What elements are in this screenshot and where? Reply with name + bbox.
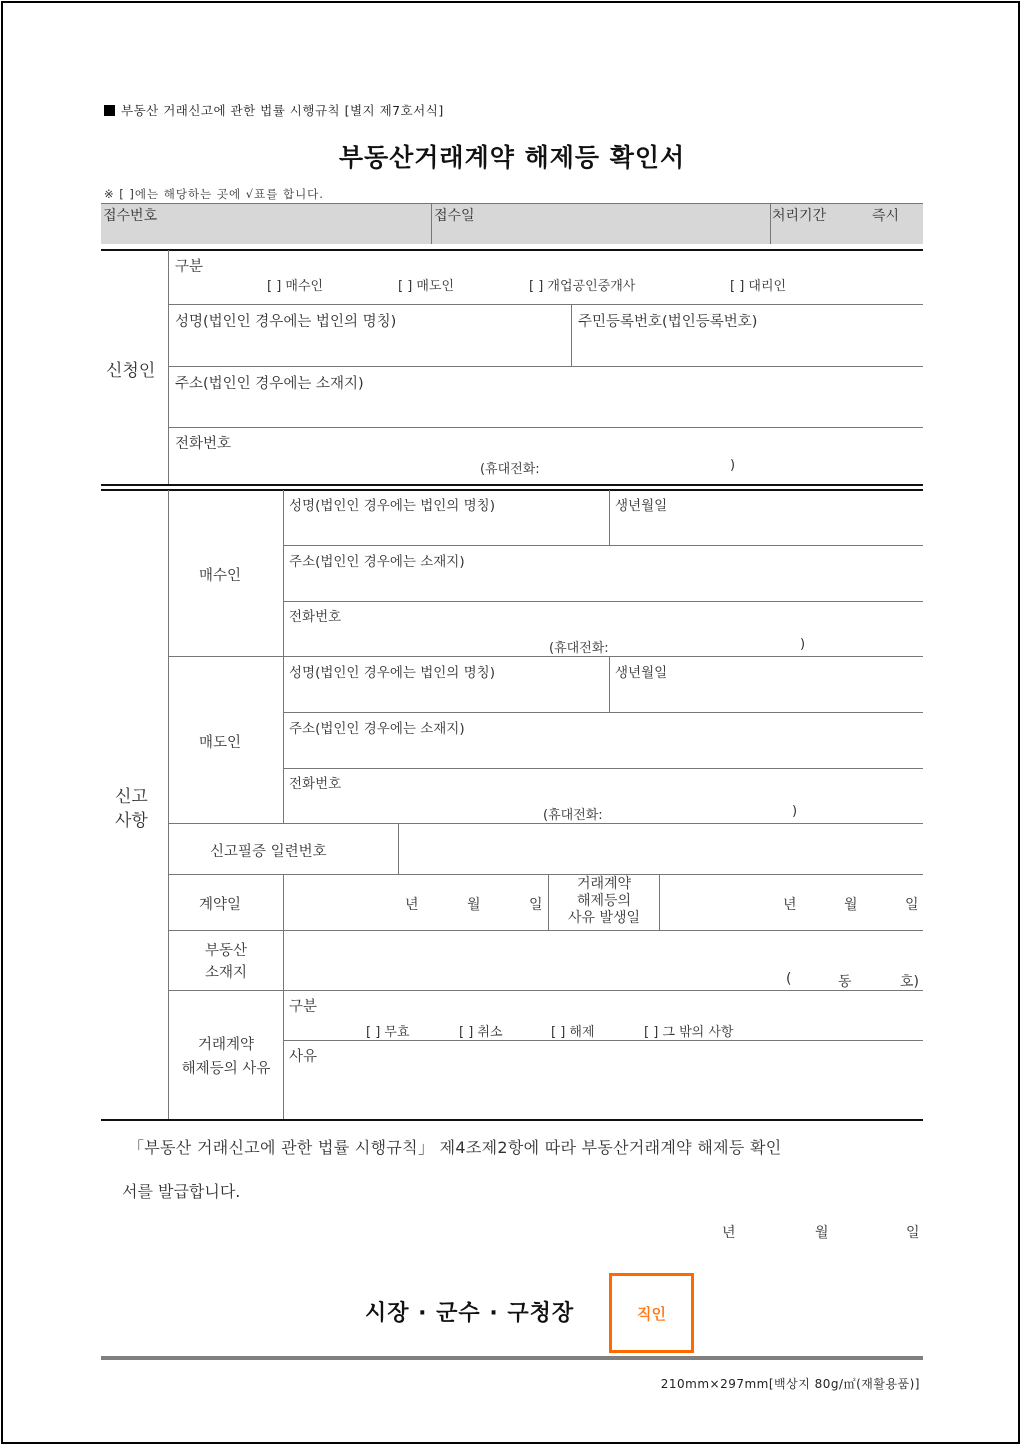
reason-label-2: 해제등의 사유 xyxy=(181,1061,271,1077)
cancel-date-year: 년 xyxy=(783,897,797,913)
rule xyxy=(571,305,572,366)
receipt-date-label: 접수일 xyxy=(434,208,475,224)
property-ho: 호) xyxy=(900,974,919,990)
cancel-date-label-3: 사유 발생일 xyxy=(567,910,641,926)
cancel-date-month: 월 xyxy=(844,897,858,913)
seller-mobile-label: (휴대전화: xyxy=(543,808,603,823)
reason-category-label: 구분 xyxy=(289,999,318,1015)
seller-birth-label: 생년월일 xyxy=(615,665,668,681)
rule xyxy=(169,823,923,824)
rule xyxy=(169,427,923,428)
buyer-address-label: 주소(법인인 경우에는 소재지) xyxy=(289,554,465,570)
buyer-birth-label: 생년월일 xyxy=(615,498,668,514)
bottom-rule xyxy=(101,1356,923,1360)
rule xyxy=(284,545,923,546)
issue-date-day: 일 xyxy=(906,1225,920,1241)
statement-line-1: 「부동산 거래신고에 관한 법률 시행규칙」 제4조제2항에 따라 부동산거래계약 해제등 확인 xyxy=(128,1138,782,1157)
buyer-name-label: 성명(법인인 경우에는 법인의 명칭) xyxy=(289,498,495,514)
cancel-date-label-2: 해제등의 xyxy=(576,893,632,909)
applicant-address-label: 주소(법인인 경우에는 소재지) xyxy=(175,376,364,392)
reason-option-terminate[interactable]: [ ] 해제 xyxy=(551,1025,595,1040)
rule xyxy=(284,712,923,713)
applicant-mobile-label: (휴대전화: xyxy=(480,462,540,477)
property-label-1: 부동산 xyxy=(204,943,248,959)
applicant-name-label: 성명(법인인 경우에는 법인의 명칭) xyxy=(175,314,397,330)
applicant-option-buyer[interactable]: [ ] 매수인 xyxy=(267,279,324,294)
signer-title: 시장 · 군수 · 구청장 xyxy=(365,1301,575,1326)
receipt-number-label: 접수번호 xyxy=(103,208,158,224)
seller-phone-label: 전화번호 xyxy=(289,776,342,792)
rule xyxy=(431,204,432,244)
seller-label: 매도인 xyxy=(199,735,242,751)
buyer-phone-label: 전화번호 xyxy=(289,609,342,625)
reason-option-other[interactable]: [ ] 그 밖의 사항 xyxy=(644,1025,734,1040)
reason-option-void[interactable]: [ ] 무효 xyxy=(366,1025,410,1040)
rule xyxy=(168,490,169,1120)
contract-date-month: 월 xyxy=(467,897,481,913)
rule xyxy=(169,366,923,367)
seller-address-label: 주소(법인인 경우에는 소재지) xyxy=(289,721,465,737)
seller-mobile-close: ) xyxy=(792,804,798,819)
applicant-mobile-close: ) xyxy=(730,458,736,473)
reason-label-1: 거래계약 xyxy=(197,1037,255,1053)
applicant-option-broker[interactable]: [ ] 개업공인중개사 xyxy=(529,279,636,294)
cancel-date-label-1: 거래계약 xyxy=(576,876,632,892)
statement-line-2: 서를 발급합니다. xyxy=(122,1182,241,1201)
rule xyxy=(609,490,610,545)
rule xyxy=(169,990,923,991)
applicant-option-agent[interactable]: [ ] 대리인 xyxy=(730,279,787,294)
cancel-date-day: 일 xyxy=(905,897,919,913)
rule xyxy=(169,656,923,657)
rule xyxy=(284,768,923,769)
report-section-label-1: 신고 xyxy=(115,787,148,807)
issue-date-month: 월 xyxy=(815,1225,829,1241)
rule xyxy=(398,824,399,874)
paper-spec: 210mm×297mm[백상지 80g/㎡(재활용품)] xyxy=(660,1377,920,1391)
contract-date-day: 일 xyxy=(529,897,543,913)
black-square-icon xyxy=(104,105,115,116)
buyer-label: 매수인 xyxy=(199,568,242,584)
processing-period-label: 처리기간 xyxy=(772,208,827,224)
document-title: 부동산거래계약 해제등 확인서 xyxy=(338,143,686,172)
contract-date-year: 년 xyxy=(405,897,419,913)
property-label-2: 소재지 xyxy=(204,965,248,981)
rule xyxy=(770,204,771,244)
official-seal-label: 직인 xyxy=(637,1305,666,1323)
contract-date-label: 계약일 xyxy=(199,897,242,913)
seller-name-label: 성명(법인인 경우에는 법인의 명칭) xyxy=(289,665,495,681)
rule xyxy=(609,657,610,712)
rule xyxy=(284,1040,923,1041)
processing-period-value: 즉시 xyxy=(872,208,900,224)
rule xyxy=(284,601,923,602)
buyer-mobile-close: ) xyxy=(800,637,806,652)
issue-date-year: 년 xyxy=(722,1225,736,1241)
property-dong: 동 xyxy=(838,974,852,990)
applicant-section-label: 신청인 xyxy=(106,361,156,381)
rule xyxy=(101,1119,923,1121)
applicant-option-seller[interactable]: [ ] 매도인 xyxy=(398,279,455,294)
applicant-category-label: 구분 xyxy=(175,259,204,275)
reason-option-cancel[interactable]: [ ] 취소 xyxy=(459,1025,503,1040)
form-reference-text: 부동산 거래신고에 관한 법률 시행규칙 [별지 제7호서식] xyxy=(121,103,444,118)
rule xyxy=(168,250,169,484)
certificate-serial-label: 신고필증 일련번호 xyxy=(210,844,327,860)
applicant-id-label: 주민등록번호(법인등록번호) xyxy=(578,314,758,330)
rule xyxy=(283,875,284,1120)
rule xyxy=(101,489,923,491)
form-reference xyxy=(104,101,444,119)
report-section-label-2: 사항 xyxy=(115,811,148,831)
rule xyxy=(169,930,923,931)
rule xyxy=(101,249,923,251)
property-open-paren: ( xyxy=(786,971,792,987)
applicant-phone-label: 전화번호 xyxy=(175,436,232,452)
reason-detail-label: 사유 xyxy=(289,1049,318,1065)
rule xyxy=(659,875,660,930)
buyer-mobile-label: (휴대전화: xyxy=(549,641,609,656)
rule xyxy=(101,203,923,204)
rule xyxy=(101,484,923,486)
checkbox-note: ※ [ ]에는 해당하는 곳에 √표를 합니다. xyxy=(104,187,324,201)
rule xyxy=(169,304,923,305)
